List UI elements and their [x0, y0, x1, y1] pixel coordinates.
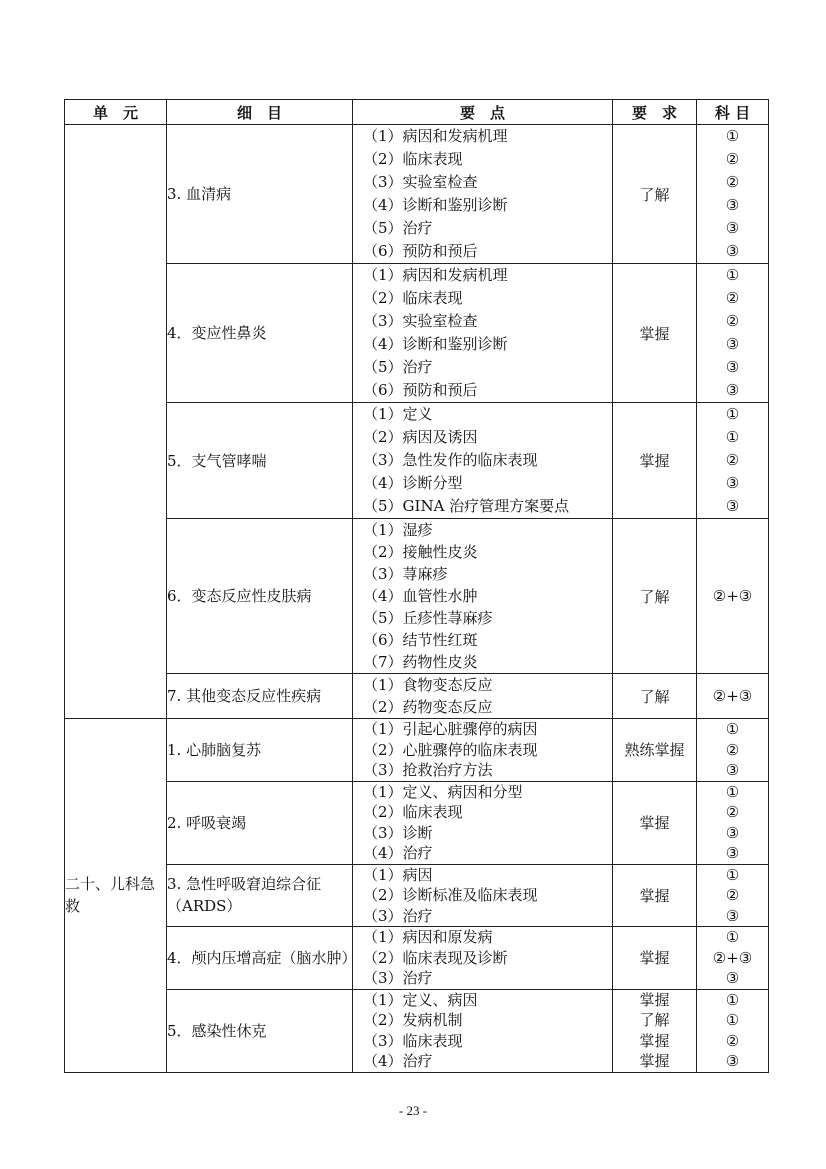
point-item: （2）临床表现	[363, 150, 463, 168]
subject-cell: ②+③	[697, 674, 769, 719]
requirement-cell: 掌握	[613, 781, 697, 864]
point-item: （5）治疗	[363, 358, 433, 376]
requirement-item: 掌握	[639, 1031, 670, 1050]
point-item: （4）血管性水肿	[363, 587, 478, 605]
point-item: （3）临床表现	[363, 1031, 463, 1050]
subject-mark: ③	[725, 381, 740, 399]
table-row	[65, 927, 769, 990]
point-item: （1）定义	[363, 405, 433, 423]
detail-cell: 6．变态反应性皮肤病	[167, 519, 353, 674]
points-cell	[353, 989, 613, 1072]
unit-cell	[65, 125, 167, 719]
requirement-cell: 熟练掌握	[613, 719, 697, 782]
table-row	[65, 781, 769, 864]
subject-mark: ①	[725, 782, 740, 801]
detail-cell: 3. 血清病	[167, 125, 353, 264]
point-item: （1）病因和发病机理	[363, 127, 508, 145]
point-item: （3）诊断	[363, 823, 433, 842]
subject-cell	[697, 781, 769, 864]
subject-cell	[697, 989, 769, 1072]
point-item: （2）临床表现	[363, 803, 463, 821]
points-cell	[353, 781, 613, 864]
point-item: （2）临床表现及诊断	[363, 948, 508, 967]
table-row	[65, 125, 769, 264]
header-subject: 科 目	[697, 100, 769, 125]
table-row	[65, 403, 769, 519]
point-item: （5）GINA 治疗管理方案要点	[363, 497, 570, 515]
point-item: （6）结节性红斑	[363, 631, 478, 649]
detail-cell: 7. 其他变态反应性疾病	[167, 674, 353, 719]
point-item: （4）诊断和鉴别诊断	[363, 196, 508, 214]
requirement-cell: 了解	[613, 519, 697, 674]
detail-cell: 4．变应性鼻炎	[167, 264, 353, 403]
subject-mark: ③	[725, 196, 740, 214]
subject-mark: ①	[725, 1011, 740, 1029]
points-cell	[353, 519, 613, 674]
point-item: （2）接触性皮炎	[363, 543, 478, 561]
subject-mark: ③	[725, 844, 740, 862]
point-item: （6）预防和预后	[363, 381, 478, 399]
point-item: （1）病因和原发病	[363, 928, 493, 946]
subject-mark: ③	[725, 219, 740, 237]
subject-mark: ③	[725, 335, 740, 353]
requirement-cell: 掌握	[613, 864, 697, 927]
subject-mark: ②	[725, 740, 740, 759]
requirement-item: 了解	[639, 1011, 670, 1029]
subject-cell	[697, 125, 769, 264]
subject-mark: ③	[725, 761, 740, 779]
table-row	[65, 264, 769, 403]
detail-cell: 5．支气管哮喘	[167, 403, 353, 519]
point-item: （3）抢救治疗方法	[363, 761, 493, 779]
header-points: 要 点	[353, 100, 613, 125]
point-item: （4）诊断和鉴别诊断	[363, 335, 508, 353]
subject-cell: ②+③	[697, 519, 769, 674]
point-item: （5）丘疹性荨麻疹	[363, 609, 493, 627]
subject-mark: ①	[725, 127, 740, 145]
header-requirement: 要 求	[613, 100, 697, 125]
subject-cell	[697, 864, 769, 927]
point-item: （3）治疗	[363, 969, 433, 987]
requirement-cell: 掌握	[613, 403, 697, 519]
points-cell	[353, 674, 613, 719]
table-row	[65, 519, 769, 674]
requirement-item: 掌握	[639, 1052, 670, 1070]
subject-mark: ③	[725, 358, 740, 376]
subject-mark: ②	[725, 1031, 740, 1050]
table-row	[65, 989, 769, 1072]
table-row	[65, 719, 769, 782]
subject-mark: ③	[725, 1052, 740, 1070]
table-header-row	[65, 100, 769, 125]
point-item: （2）病因及诱因	[363, 428, 478, 446]
point-item: （1）定义、病因和分型	[363, 782, 523, 801]
subject-mark: ①	[725, 865, 740, 884]
requirement-cell	[613, 989, 697, 1072]
subject-mark: ③	[725, 823, 740, 842]
subject-mark: ①	[725, 990, 740, 1009]
point-item: （2）临床表现	[363, 289, 463, 307]
subject-mark: ②	[725, 451, 740, 469]
point-item: （2）诊断标准及临床表现	[363, 886, 538, 904]
subject-mark: ②	[725, 289, 740, 307]
point-item: （3）急性发作的临床表现	[363, 451, 538, 469]
subject-mark: ①	[725, 928, 740, 946]
requirement-item: 掌握	[639, 990, 670, 1009]
point-item: （4）诊断分型	[363, 474, 463, 492]
subject-mark: ②	[725, 173, 740, 191]
point-item: （6）预防和预后	[363, 242, 478, 260]
point-item: （3）实验室检查	[363, 173, 478, 191]
point-item: （1）食物变态反应	[363, 676, 493, 694]
points-cell	[353, 864, 613, 927]
subject-mark: ①	[725, 266, 740, 284]
requirement-cell: 掌握	[613, 927, 697, 990]
point-item: （5）治疗	[363, 219, 433, 237]
subject-mark: ①	[725, 428, 740, 446]
table-row	[65, 864, 769, 927]
page-number: - 23 -	[398, 1103, 428, 1118]
header-detail: 细 目	[167, 100, 353, 125]
subject-mark: ①	[725, 720, 740, 738]
requirement-cell: 了解	[613, 674, 697, 719]
subject-cell	[697, 403, 769, 519]
points-cell	[353, 264, 613, 403]
subject-mark: ③	[725, 497, 740, 515]
subject-cell	[697, 719, 769, 782]
points-cell	[353, 719, 613, 782]
points-cell	[353, 403, 613, 519]
subject-mark: ③	[725, 474, 740, 492]
point-item: （1）引起心脏骤停的病因	[363, 720, 538, 738]
subject-mark: ③	[725, 906, 740, 925]
point-item: （7）药物性皮炎	[363, 653, 478, 671]
point-item: （1）湿疹	[363, 521, 433, 539]
point-item: （1）病因	[363, 865, 433, 884]
point-item: （2）发病机制	[363, 1011, 463, 1029]
subject-mark: ①	[725, 405, 740, 423]
detail-cell: 2. 呼吸衰竭	[167, 781, 353, 864]
detail-cell: 4．颅内压增高症（脑水肿）	[167, 927, 353, 990]
point-item: （2）心脏骤停的临床表现	[363, 740, 538, 759]
subject-mark: ②	[725, 803, 740, 821]
point-item: （4）治疗	[363, 1052, 433, 1070]
subject-mark: ②	[725, 886, 740, 904]
point-item: （4）治疗	[363, 844, 433, 862]
point-item: （2）药物变态反应	[363, 698, 493, 716]
table-row	[65, 674, 769, 719]
point-item: （1）病因和发病机理	[363, 266, 508, 284]
points-cell	[353, 125, 613, 264]
subject-mark: ②	[725, 150, 740, 168]
header-unit: 单 元	[65, 100, 167, 125]
point-item: （1）定义、病因	[363, 990, 478, 1009]
point-item: （3）荨麻疹	[363, 565, 448, 583]
subject-mark: ②+③	[712, 948, 753, 967]
unit-cell: 二十、儿科急救	[65, 719, 167, 1073]
points-cell	[353, 927, 613, 990]
subject-mark: ③	[725, 242, 740, 260]
point-item: （3）实验室检查	[363, 312, 478, 330]
detail-cell: 1. 心肺脑复苏	[167, 719, 353, 782]
subject-cell	[697, 927, 769, 990]
detail-cell: 5．感染性休克	[167, 989, 353, 1072]
requirement-cell: 掌握	[613, 264, 697, 403]
subject-mark: ②	[725, 312, 740, 330]
requirement-cell: 了解	[613, 125, 697, 264]
subject-mark: ③	[725, 969, 740, 987]
syllabus-table	[64, 99, 769, 1073]
point-item: （3）治疗	[363, 906, 433, 925]
subject-cell	[697, 264, 769, 403]
detail-cell: 3. 急性呼吸窘迫综合征（ARDS）	[167, 864, 353, 927]
